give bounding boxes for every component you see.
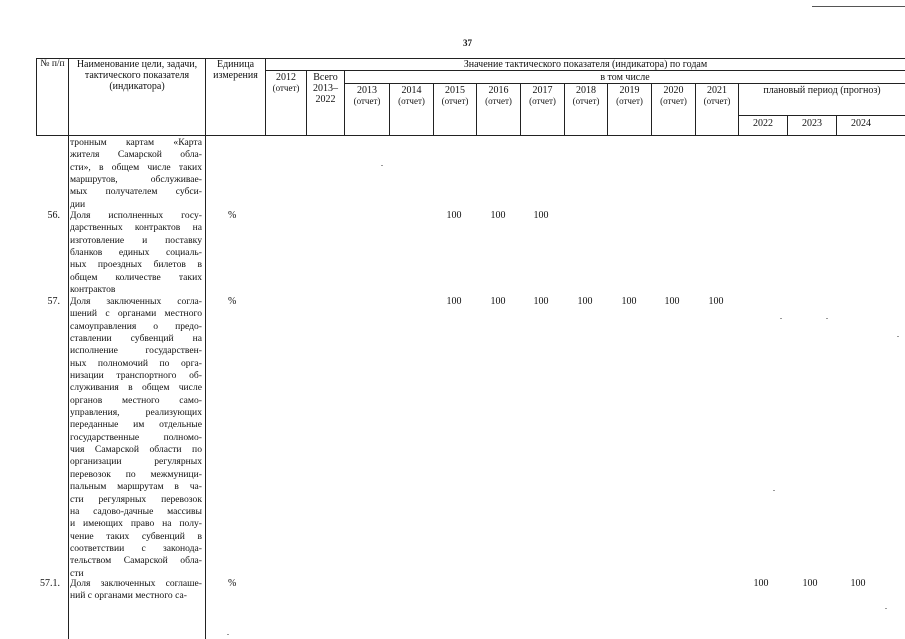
header-col-name: Наименование цели, задачи, тактического показателя (индикатора): [76, 59, 198, 92]
scan-speck: [897, 336, 899, 337]
row-57-value-2019: 100: [621, 296, 637, 307]
header-col-unit: Единица измерения: [213, 59, 258, 81]
scan-speck: [826, 318, 828, 319]
row-57-value-2017: 100: [533, 296, 549, 307]
header-year-2014: 2014 (отчет): [398, 85, 425, 106]
row-57-1-number: 57.1.: [40, 578, 60, 589]
header-including-divider: [344, 83, 905, 84]
scan-speck: [773, 490, 775, 491]
row-56-number: 56.: [47, 210, 60, 221]
row-56-value-2017: 100: [533, 210, 549, 221]
row-57-1-value-2023: 100: [802, 578, 818, 589]
page-number: 37: [463, 38, 472, 48]
header-year-2019: 2019 (отчет): [616, 85, 643, 106]
scan-speck: [780, 318, 782, 319]
header-year-2016: 2016 (отчет): [485, 85, 512, 106]
header-including: в том числе: [600, 72, 650, 83]
header-values-title: Значение тактического показателя (индикатора) по годам: [463, 59, 708, 70]
row-57-value-2016: 100: [490, 296, 506, 307]
row-57-unit: %: [228, 296, 237, 307]
header-year-2015: 2015 (отчет): [441, 85, 469, 106]
row-57-value-2020: 100: [664, 296, 680, 307]
row-56-value-2016: 100: [490, 210, 506, 221]
row-57-1-name: Доля заключенных соглаше- ний с органами местного са-: [70, 578, 202, 602]
vline-name: [205, 58, 206, 639]
row-57-value-2021: 100: [708, 296, 724, 307]
header-col-total: Всего 2013– 2022: [313, 72, 338, 105]
row-56-unit: %: [228, 210, 237, 221]
row-57-1-unit: %: [228, 578, 237, 589]
scan-speck: [227, 634, 229, 635]
row-57-name: Доля заключенных согла- шений с органами местного самоуправления о предо- ставлении субвенций на исполнение государствен- ных полномочий по орга- низации транспортного об- служивания в общем числе органов местного само- управления, реализующих переданные им отдельные государственные полномо- чия Самарской области по организации регулярных перевозок по межмуници- пальным маршрутам в ча- сти регулярных перевозок на садово-дачные массивы и имеющих право на полу- чение таких субвенций в соответствии с законода- тельством Самарской обла- сти: [70, 296, 202, 579]
scan-speck: [381, 165, 383, 166]
header-planned-2024: 2024: [851, 118, 871, 129]
header-year-2013: 2013 (отчет): [353, 85, 381, 106]
row-56-value-2015: 100: [446, 210, 462, 221]
header-year-2020: 2020 (отчет): [660, 85, 687, 106]
row-57-value-2018: 100: [577, 296, 593, 307]
header-bottom-border: [36, 135, 905, 136]
header-planned-period: плановый период (прогноз): [763, 85, 881, 96]
row-57-1-value-2022: 100: [753, 578, 769, 589]
row-57-number: 57.: [47, 296, 60, 307]
row-56-name: Доля исполненных госу- дарственных контрактов на изготовление и поставку бланков единых социаль- ных проездных билетов в общем количестве таких контрактов: [70, 210, 202, 296]
row-57-1-value-2024: 100: [850, 578, 866, 589]
header-year-2018: 2018 (отчет): [572, 85, 600, 106]
row-57-value-2015: 100: [446, 296, 462, 307]
row-continuation-text: тронным картам «Карта жителя Самарской обла- сти», в общем числе таких маршрутов, обслуживае- мых получателем субси- дии: [70, 137, 202, 210]
scan-speck: [885, 608, 887, 609]
header-values-divider: [265, 70, 905, 71]
header-year-2017: 2017 (отчет): [529, 85, 556, 106]
header-col-number: № п/п: [40, 59, 65, 69]
header-planned-divider: [738, 115, 905, 116]
header-planned-2022: 2022: [753, 118, 773, 129]
vline-num: [68, 58, 69, 639]
header-year-2021: 2021 (отчет): [703, 85, 731, 106]
header-col-2012: 2012 (отчет): [272, 72, 300, 93]
header-planned-2023: 2023: [802, 118, 822, 129]
